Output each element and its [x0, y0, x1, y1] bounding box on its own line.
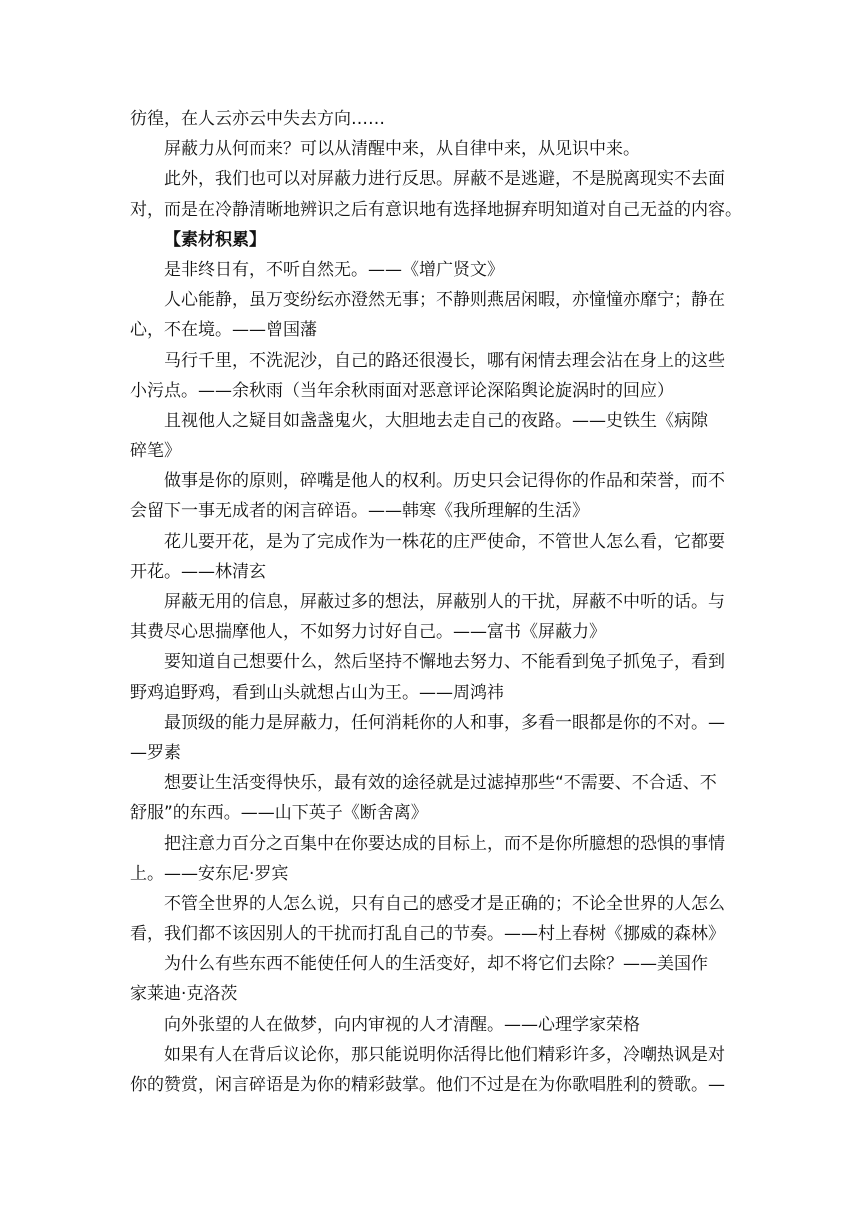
section-heading: 【素材积累】 — [164, 229, 266, 250]
text-line: 最顶级的能力是屏蔽力，任何消耗你的人和事，多看一眼都是你的不对。— — [164, 712, 725, 733]
text-line: 野鸡追野鸡，看到山头就想占山为王。——周鸿祎 — [130, 682, 504, 703]
text-line: —罗素 — [130, 742, 181, 763]
text-line: 屏蔽力从何而来？可以从清醒中来，从自律中来，从见识中来。 — [164, 139, 640, 160]
text-line: 为什么有些东西不能使任何人的生活变好，却不将它们去除？——美国作 — [164, 954, 708, 975]
text-line: 把注意力百分之百集中在你要达成的目标上，而不是你所臆想的恐惧的事情 — [164, 833, 725, 854]
text-line: 想要让生活变得快乐，最有效的途径就是过滤掉那些“不需要、不合适、不 — [164, 773, 717, 794]
text-line: 且视他人之疑目如盏盏鬼火，大胆地去走自己的夜路。——史铁生《病隙 — [164, 410, 708, 431]
text-line: 小污点。——余秋雨（当年余秋雨面对恶意评论深陷舆论旋涡时的回应） — [130, 380, 674, 401]
text-line: 心，不在境。——曾国藩 — [130, 320, 317, 341]
text-line: 其费尽心思揣摩他人，不如努力讨好自己。——富书《屏蔽力》 — [130, 622, 606, 643]
text-line: 要知道自己想要什么，然后坚持不懈地去努力、不能看到兔子抓兔子，看到 — [164, 652, 725, 673]
text-line: 是非终日有，不听自然无。——《增广贤文》 — [164, 259, 504, 280]
text-line: 会留下一事无成者的闲言碎语。——韩寒《我所理解的生活》 — [130, 501, 589, 522]
text-line: 碎笔》 — [130, 441, 181, 462]
text-line: 对，而是在冷静清晰地辨识之后有意识地有选择地摒弃明知道对自己无益的内容。 — [130, 199, 742, 220]
text-line: 向外张望的人在做梦，向内审视的人才清醒。——心理学家荣格 — [164, 1014, 640, 1035]
text-line: 花儿要开花，是为了完成作为一株花的庄严使命，不管世人怎么看，它都要 — [164, 531, 725, 552]
text-line: 家莱迪·克洛茨 — [130, 984, 238, 1005]
text-line: 彷徨，在人云亦云中失去方向…… — [130, 109, 385, 129]
text-line: 马行千里，不洗泥沙，自己的路还很漫长，哪有闲情去理会沾在身上的这些 — [164, 350, 725, 371]
text-line: 此外，我们也可以对屏蔽力进行反思。屏蔽不是逃避，不是脱离现实不去面 — [164, 169, 725, 190]
text-line: 看，我们都不该因别人的干扰而打乱自己的节奏。——村上春树《挪威的森林》 — [130, 924, 725, 945]
document-body — [130, 104, 742, 1100]
text-line: 不管全世界的人怎么说，只有自己的感受才是正确的；不论全世界的人怎么 — [164, 893, 725, 914]
text-line: 开花。——林清玄 — [130, 561, 266, 582]
text-line: 上。——安东尼·罗宾 — [130, 863, 289, 884]
text-line: 做事是你的原则，碎嘴是他人的权利。历史只会记得你的作品和荣誉，而不 — [164, 471, 725, 492]
text-line: 屏蔽无用的信息，屏蔽过多的想法，屏蔽别人的干扰，屏蔽不中听的话。与 — [164, 592, 725, 612]
text-line: 你的赞赏，闲言碎语是为你的精彩鼓掌。他们不过是在为你歌唱胜利的赞歌。— — [130, 1075, 725, 1095]
text-line: 舒服”的东西。——山下英子《断舍离》 — [130, 803, 428, 824]
text-line: 人心能静，虽万变纷纭亦澄然无事；不静则燕居闲暇，亦憧憧亦靡宁；静在 — [164, 290, 725, 311]
text-line: 如果有人在背后议论你，那只能说明你活得比他们精彩许多，冷嘲热讽是对 — [164, 1044, 725, 1065]
